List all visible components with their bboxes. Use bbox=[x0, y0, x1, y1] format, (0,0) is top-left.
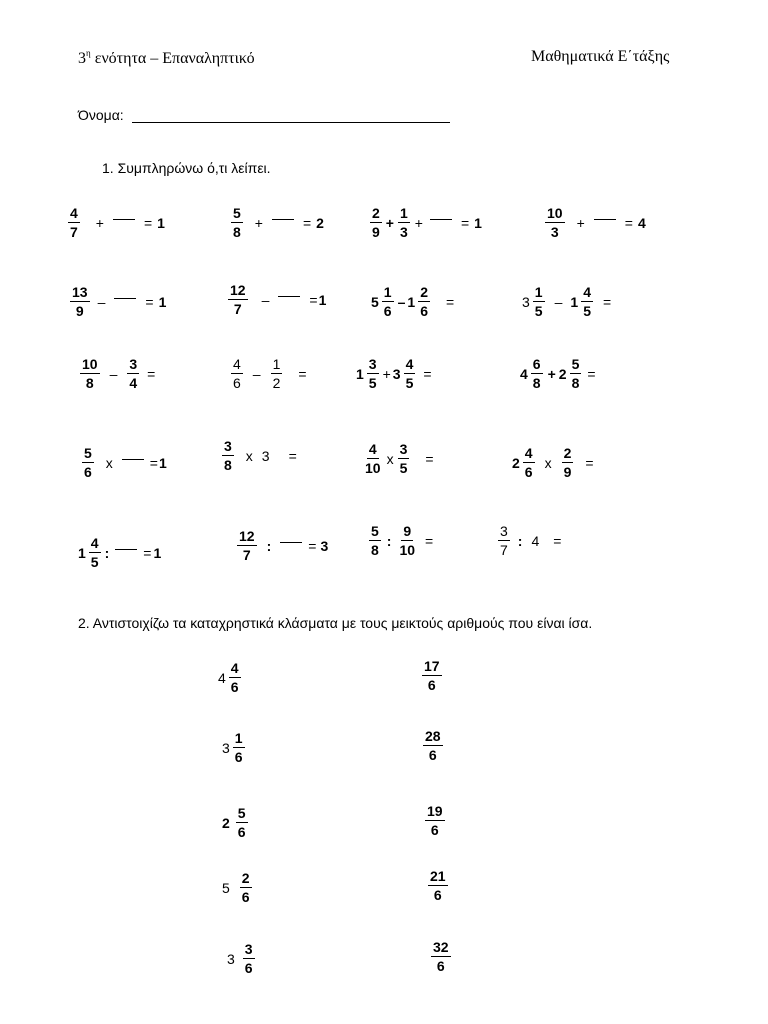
fraction bbox=[271, 357, 283, 390]
fraction bbox=[422, 659, 442, 692]
denominator: 10 bbox=[399, 542, 416, 558]
equals-sign: = bbox=[145, 293, 154, 310]
result: 1 bbox=[474, 214, 482, 231]
result: 2 bbox=[316, 214, 324, 231]
denominator: 9 bbox=[75, 303, 84, 319]
answer-blank[interactable] bbox=[280, 542, 302, 543]
denominator: 6 bbox=[428, 747, 437, 763]
minus-sign: – bbox=[261, 291, 270, 308]
numerator: 5 bbox=[233, 205, 241, 221]
whole-number: 5 bbox=[222, 879, 230, 896]
denominator: 7 bbox=[233, 301, 242, 317]
fraction bbox=[418, 285, 430, 318]
equals-sign: = bbox=[423, 365, 432, 382]
problem-r4-d bbox=[512, 446, 599, 479]
whole-number: 3 bbox=[227, 950, 235, 967]
numerator: 3 bbox=[224, 438, 232, 454]
denominator: 8 bbox=[233, 224, 241, 240]
problem-r5-d bbox=[496, 524, 566, 557]
numerator: 2 bbox=[420, 284, 428, 300]
denominator: 9 bbox=[372, 224, 380, 240]
numerator: 17 bbox=[424, 658, 440, 674]
fraction bbox=[243, 942, 255, 975]
answer-blank[interactable] bbox=[594, 219, 616, 220]
result: 1 bbox=[157, 214, 165, 231]
fraction bbox=[231, 357, 243, 390]
exercise-2-title: 2. Αντιστοιχίζω τα καταχρηστικά κλάσματα με τους μεικτούς αριθμούς που είναι ίσα. bbox=[78, 615, 593, 631]
plus-sign: + bbox=[95, 214, 104, 231]
numerator: 4 bbox=[230, 660, 239, 676]
fraction bbox=[363, 442, 383, 475]
fraction bbox=[228, 283, 248, 316]
numerator: 1 bbox=[534, 284, 543, 300]
mixed-number-4[interactable] bbox=[222, 871, 254, 904]
numerator: 4 bbox=[583, 284, 591, 300]
fraction bbox=[397, 524, 417, 557]
improper-fraction-3[interactable] bbox=[423, 804, 447, 837]
unit-title-text: ενότητα – Επαναληπτικό bbox=[90, 50, 255, 67]
numerator: 5 bbox=[371, 523, 379, 539]
problem-r1-b bbox=[229, 206, 324, 239]
answer-blank[interactable] bbox=[113, 219, 135, 220]
fraction bbox=[382, 285, 394, 318]
fraction bbox=[237, 529, 257, 562]
numerator: 13 bbox=[72, 284, 88, 300]
numerator: 1 bbox=[234, 730, 243, 746]
fraction bbox=[68, 206, 80, 239]
whole-number: 3 bbox=[392, 365, 401, 382]
denominator: 5 bbox=[405, 375, 414, 391]
fraction bbox=[82, 446, 94, 479]
subject-title: Μαθηματικά Ε΄τάξης bbox=[531, 48, 670, 65]
fraction bbox=[423, 729, 443, 762]
denominator: 7 bbox=[70, 224, 78, 240]
denominator: 5 bbox=[583, 303, 591, 319]
result: 1 bbox=[158, 454, 167, 471]
improper-fraction-4[interactable] bbox=[426, 869, 450, 902]
numerator: 4 bbox=[405, 356, 414, 372]
times-sign: x bbox=[386, 450, 394, 467]
improper-fraction-1[interactable] bbox=[420, 659, 444, 692]
numerator: 4 bbox=[90, 535, 99, 551]
whole-number: 1 bbox=[407, 293, 416, 310]
fraction bbox=[498, 524, 510, 557]
unit-superscript: η bbox=[86, 48, 91, 58]
improper-fraction-5[interactable] bbox=[429, 940, 453, 973]
denominator: 8 bbox=[85, 375, 94, 391]
mixed-number-5[interactable] bbox=[227, 942, 257, 975]
times-sign: x bbox=[105, 454, 113, 471]
fraction bbox=[229, 661, 241, 694]
fraction bbox=[533, 285, 545, 318]
denominator: 5 bbox=[90, 554, 99, 570]
problem-r1-d bbox=[543, 206, 646, 239]
equals-sign: = bbox=[425, 450, 434, 467]
plus-sign: + bbox=[414, 214, 423, 231]
minus-sign: – bbox=[109, 365, 118, 382]
answer-blank[interactable] bbox=[122, 459, 144, 460]
numerator: 19 bbox=[427, 803, 443, 819]
equals-sign: = bbox=[602, 293, 612, 310]
numerator: 4 bbox=[233, 356, 241, 372]
problem-r2-a bbox=[68, 285, 166, 318]
fraction bbox=[369, 524, 381, 557]
denominator: 6 bbox=[433, 887, 442, 903]
numerator: 3 bbox=[368, 356, 377, 372]
result: 3 bbox=[320, 537, 329, 554]
fraction bbox=[231, 206, 243, 239]
numerator: 4 bbox=[368, 441, 377, 457]
fraction bbox=[431, 940, 451, 973]
numerator: 12 bbox=[230, 282, 246, 298]
whole-number: 1 bbox=[356, 365, 364, 382]
fraction bbox=[127, 357, 139, 390]
numerator: 10 bbox=[82, 356, 98, 372]
fraction bbox=[370, 206, 382, 239]
division-sign: : bbox=[266, 537, 272, 554]
numerator: 10 bbox=[547, 205, 563, 221]
problem-r5-a bbox=[78, 536, 161, 569]
answer-blank[interactable] bbox=[115, 549, 137, 550]
answer-blank[interactable] bbox=[272, 219, 294, 220]
problem-r2-d bbox=[522, 285, 616, 318]
equals-sign: = bbox=[149, 454, 158, 471]
denominator: 7 bbox=[500, 542, 508, 558]
mixed-number-1[interactable] bbox=[218, 661, 243, 694]
plus-sign: + bbox=[382, 365, 391, 382]
result: 1 bbox=[318, 291, 327, 308]
problem-r4-a bbox=[80, 446, 167, 479]
denominator: 6 bbox=[237, 824, 246, 840]
numerator: 3 bbox=[129, 356, 138, 372]
improper-fraction-2[interactable] bbox=[421, 729, 445, 762]
problem-r1-c bbox=[368, 206, 482, 239]
problem-r3-c bbox=[356, 357, 437, 390]
problem-r4-c bbox=[361, 442, 439, 475]
division-sign: : bbox=[517, 532, 523, 549]
numerator: 4 bbox=[524, 445, 533, 461]
whole-number: 1 bbox=[78, 544, 86, 561]
fraction bbox=[236, 806, 248, 839]
problem-r3-a bbox=[78, 357, 160, 390]
times-sign: x bbox=[245, 447, 253, 464]
unit-title bbox=[78, 48, 255, 68]
fraction bbox=[398, 206, 410, 239]
denominator: 6 bbox=[420, 303, 428, 319]
denominator: 6 bbox=[524, 464, 533, 480]
whole-number: 3 bbox=[222, 739, 230, 756]
numerator: 9 bbox=[403, 523, 412, 539]
fraction bbox=[531, 357, 543, 390]
division-sign: : bbox=[104, 544, 110, 561]
denominator: 8 bbox=[224, 457, 232, 473]
fraction bbox=[80, 357, 100, 390]
minus-sign: – bbox=[397, 293, 406, 310]
equals-sign: = bbox=[553, 532, 562, 549]
equals-sign: = bbox=[445, 293, 455, 310]
fraction bbox=[367, 357, 379, 390]
numerator: 3 bbox=[244, 941, 253, 957]
fraction bbox=[545, 206, 565, 239]
problem-r2-b bbox=[226, 283, 326, 316]
minus-sign: – bbox=[554, 293, 563, 310]
equals-sign: = bbox=[298, 365, 307, 382]
fraction bbox=[70, 285, 90, 318]
name-label: Όνομα: bbox=[78, 107, 124, 123]
division-sign: : bbox=[386, 532, 392, 549]
equals-sign: = bbox=[143, 544, 152, 561]
denominator: 8 bbox=[371, 542, 379, 558]
numerator: 28 bbox=[425, 728, 441, 744]
answer-blank[interactable] bbox=[430, 219, 452, 220]
numerator: 5 bbox=[84, 445, 92, 461]
denominator: 10 bbox=[365, 460, 381, 476]
denominator: 6 bbox=[233, 375, 241, 391]
numerator: 2 bbox=[372, 205, 380, 221]
plus-sign: + bbox=[254, 214, 263, 231]
problem-r1-a bbox=[66, 206, 165, 239]
denominator: 9 bbox=[563, 464, 572, 480]
equals-sign: = bbox=[288, 447, 297, 464]
denominator: 3 bbox=[550, 224, 559, 240]
plus-sign: + bbox=[576, 214, 585, 231]
whole-number: 4 bbox=[520, 365, 528, 382]
denominator: 6 bbox=[383, 303, 392, 319]
name-field[interactable] bbox=[132, 122, 450, 123]
denominator: 7 bbox=[242, 547, 251, 563]
operand: 3 bbox=[261, 447, 270, 464]
denominator: 6 bbox=[230, 679, 239, 695]
result: 1 bbox=[153, 544, 162, 561]
fraction bbox=[222, 439, 234, 472]
whole-number: 1 bbox=[570, 293, 579, 310]
whole-number: 2 bbox=[558, 365, 567, 382]
whole-number: 4 bbox=[218, 669, 226, 686]
denominator: 6 bbox=[436, 958, 445, 974]
denominator: 4 bbox=[129, 375, 138, 391]
equals-sign: = bbox=[147, 365, 156, 382]
plus-sign: + bbox=[547, 365, 556, 382]
whole-number: 2 bbox=[512, 454, 520, 471]
fraction bbox=[240, 871, 252, 904]
fraction bbox=[581, 285, 593, 318]
numerator: 2 bbox=[563, 445, 572, 461]
equals-sign: = bbox=[460, 214, 470, 231]
equals-sign: = bbox=[585, 454, 594, 471]
numerator: 4 bbox=[70, 205, 78, 221]
denominator: 5 bbox=[534, 303, 543, 319]
mixed-number-2[interactable] bbox=[222, 731, 247, 764]
denominator: 8 bbox=[571, 375, 580, 391]
fraction bbox=[562, 446, 574, 479]
numerator: 1 bbox=[272, 356, 281, 372]
equals-sign: = bbox=[425, 532, 434, 549]
numerator: 21 bbox=[430, 868, 446, 884]
numerator: 3 bbox=[399, 441, 408, 457]
fraction bbox=[404, 357, 416, 390]
problem-r4-b bbox=[220, 439, 302, 472]
whole-number: 2 bbox=[222, 814, 230, 831]
denominator: 6 bbox=[427, 677, 436, 693]
problem-r2-c bbox=[371, 285, 459, 318]
numerator: 2 bbox=[241, 870, 250, 886]
denominator: 3 bbox=[399, 224, 408, 240]
denominator: 6 bbox=[241, 889, 250, 905]
answer-blank[interactable] bbox=[278, 296, 300, 297]
denominator: 5 bbox=[368, 375, 377, 391]
denominator: 2 bbox=[272, 375, 281, 391]
minus-sign: – bbox=[252, 365, 261, 382]
whole-number: 5 bbox=[371, 293, 379, 310]
mixed-number-3[interactable] bbox=[222, 806, 250, 839]
plus-sign: + bbox=[385, 214, 394, 231]
fraction bbox=[428, 869, 448, 902]
answer-blank[interactable] bbox=[114, 298, 136, 299]
equals-sign: = bbox=[302, 214, 312, 231]
denominator: 6 bbox=[84, 464, 92, 480]
numerator: 5 bbox=[571, 356, 580, 372]
equals-sign: = bbox=[143, 214, 153, 231]
equals-sign: = bbox=[587, 365, 596, 382]
numerator: 5 bbox=[237, 805, 246, 821]
numerator: 12 bbox=[239, 528, 255, 544]
numerator: 3 bbox=[500, 523, 508, 539]
denominator: 6 bbox=[234, 749, 243, 765]
result: 1 bbox=[158, 293, 167, 310]
equals-sign: = bbox=[309, 291, 318, 308]
fraction bbox=[425, 804, 445, 837]
denominator: 8 bbox=[532, 375, 541, 391]
minus-sign: – bbox=[97, 293, 106, 310]
fraction bbox=[523, 446, 535, 479]
numerator: 32 bbox=[433, 939, 449, 955]
exercise-1-title: 1. Συμπληρώνω ό,τι λείπει. bbox=[102, 160, 271, 176]
fraction bbox=[233, 731, 245, 764]
denominator: 5 bbox=[399, 460, 408, 476]
fraction bbox=[89, 536, 101, 569]
equals-sign: = bbox=[308, 537, 317, 554]
equals-sign: = bbox=[624, 214, 633, 231]
unit-number: 3 bbox=[78, 50, 86, 67]
fraction bbox=[570, 357, 582, 390]
denominator: 6 bbox=[430, 822, 439, 838]
problem-r5-c bbox=[367, 524, 438, 557]
problem-r3-b bbox=[229, 357, 312, 390]
operand: 4 bbox=[531, 532, 540, 549]
result: 4 bbox=[637, 214, 646, 231]
problem-r3-d bbox=[520, 357, 601, 390]
denominator: 6 bbox=[244, 960, 253, 976]
fraction bbox=[398, 442, 410, 475]
numerator: 1 bbox=[383, 284, 392, 300]
numerator: 6 bbox=[532, 356, 541, 372]
numerator: 1 bbox=[399, 205, 408, 221]
whole-number: 3 bbox=[522, 293, 530, 310]
times-sign: x bbox=[544, 454, 552, 471]
problem-r5-b bbox=[235, 529, 328, 562]
